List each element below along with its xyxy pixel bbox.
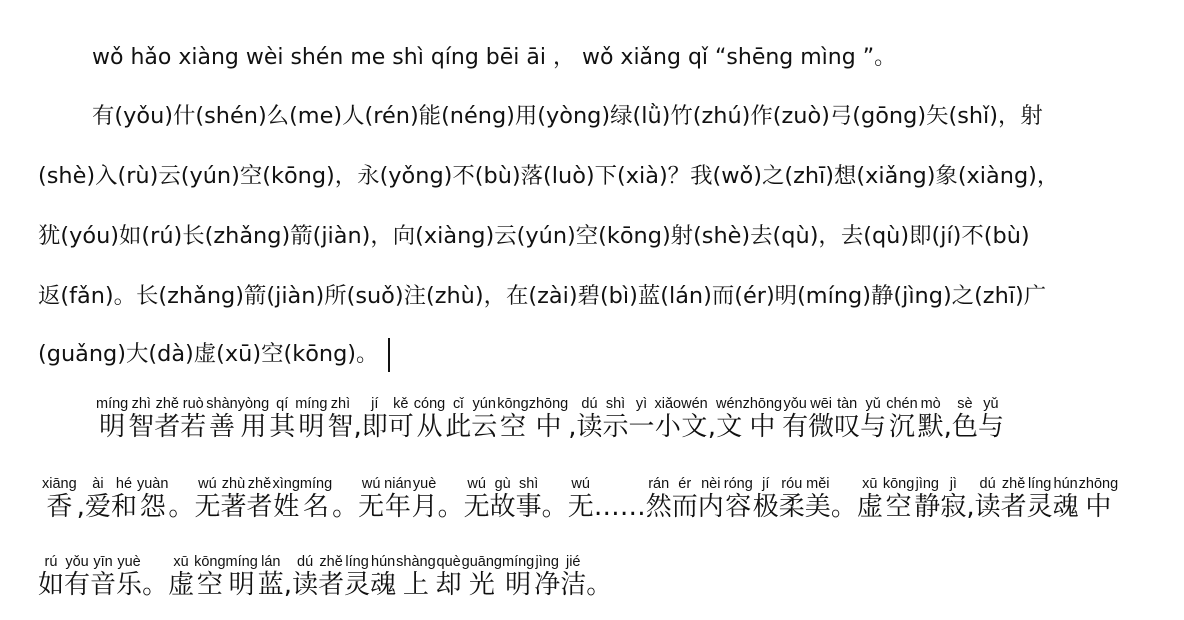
ruby-pinyin: wēi [808, 396, 835, 412]
ruby-pinyin: jí [361, 396, 388, 412]
ruby-pinyin: tàn [834, 396, 861, 412]
annotated-line-4: 返(fǎn)。长(zhǎng)箭(jiàn)所(suǒ)注(zhù)，在(zài)碧(bì)蓝(lán)而(ér)明(míng)静(jìng)之(zhī)广 [38, 283, 1047, 309]
ruby-char: 明míng [295, 396, 328, 442]
ruby-pinyin: chén [886, 396, 918, 412]
ruby-pinyin: yòng [237, 396, 270, 412]
ruby-pinyin: dú [974, 476, 1001, 492]
ruby-char: 洁jié [560, 554, 587, 600]
ruby-pinyin: yún [471, 396, 498, 412]
ruby-pinyin: nián [384, 476, 412, 492]
ruby-char: 名míng [299, 476, 333, 522]
ruby-char: 然rán [645, 476, 672, 522]
ruby-pinyin: kōng [194, 554, 226, 570]
ruby-char: 静jìng [914, 476, 941, 522]
ruby-char: 虚xū [856, 476, 883, 522]
ruby-pinyin: qí [269, 396, 296, 412]
ruby-char: 文wén [681, 396, 708, 442]
ruby-pinyin: dú [292, 554, 319, 570]
ruby-pinyin: nèi [697, 476, 724, 492]
ruby-char: , [283, 570, 293, 600]
ruby-char: 中zhōng [1078, 476, 1119, 522]
ruby-pinyin: wú [463, 476, 490, 492]
ruby-char: 故gù [489, 476, 516, 522]
ruby-char: 上shàng [396, 554, 436, 600]
ruby-char: 者zhě [1000, 476, 1027, 522]
ruby-pinyin: kōng [497, 396, 529, 412]
ruby-char: 音yīn [90, 554, 117, 600]
ruby-char: , [943, 412, 952, 442]
ruby-line-2 [42, 476, 1118, 523]
ruby-char: 文wén [716, 396, 743, 442]
ruby-char: 却què [435, 554, 462, 600]
ruby-pinyin: shàn [206, 396, 238, 412]
ruby-char: 内nèi [697, 476, 724, 522]
ruby-pinyin: yuè [411, 476, 438, 492]
ruby-char: 如rú [38, 554, 65, 600]
ruby-pinyin: yǔ [860, 396, 887, 412]
ruby-pinyin: guāng [461, 554, 502, 570]
ruby-char: 。 [830, 492, 857, 522]
ruby-pinyin: rán [645, 476, 672, 492]
ruby-char: 与yǔ [977, 396, 1004, 442]
ruby-pinyin: líng [344, 554, 371, 570]
ruby-char: 魂hún [1052, 476, 1079, 522]
ruby-pinyin: shì [602, 396, 629, 412]
ruby-line-1 [96, 396, 1004, 443]
ruby-char: 。 [541, 492, 568, 522]
ruby-pinyin: míng [299, 476, 333, 492]
ruby-char: 沉chén [886, 396, 918, 442]
ruby-pinyin: dú [576, 396, 603, 412]
ruby-char: 。 [586, 570, 613, 600]
ruby-pinyin: xìng [272, 476, 300, 492]
ruby-char: 空kōng [882, 476, 915, 522]
ruby-char: 灵líng [1026, 476, 1053, 522]
ruby-char: 色sè [951, 396, 978, 442]
ruby-char: 者zhě [246, 476, 273, 522]
ruby-pinyin: ài [84, 476, 111, 492]
ruby-char: 美měi [804, 476, 831, 522]
ruby-char: 。 [332, 492, 359, 522]
ruby-pinyin: líng [1026, 476, 1053, 492]
ruby-char: 蓝lán [257, 554, 284, 600]
ruby-char: 明míng [225, 554, 258, 600]
ruby-char: , [353, 412, 362, 442]
ruby-pinyin: míng [295, 396, 328, 412]
ruby-char: 有yǒu [782, 396, 809, 442]
ruby-char: 智zhì [128, 396, 155, 442]
ruby-pinyin: jì [940, 476, 967, 492]
ruby-char: , [568, 412, 577, 442]
ruby-pinyin: zhì [128, 396, 155, 412]
ruby-pinyin: míng [501, 554, 535, 570]
ruby-pinyin: yǔ [977, 396, 1004, 412]
ruby-pinyin: jié [560, 554, 587, 570]
ruby-char: 中zhōng [742, 396, 783, 442]
ruby-char: , [76, 492, 85, 522]
ruby-char: 怨yuàn [136, 476, 169, 522]
ruby-pinyin: xiǎo [654, 396, 682, 412]
ruby-char: 乐yuè [116, 554, 143, 600]
annotated-line-2: (shè)入(rù)云(yún)空(kōng)，永(yǒng)不(bù)落(luò)下(xià)？我(wǒ)之(zhī)想(xiǎng)象(xiàng)， [38, 163, 1060, 189]
ruby-pinyin: xū [856, 476, 883, 492]
ruby-pinyin: zhōng [1078, 476, 1119, 492]
ruby-pinyin: cóng [413, 396, 446, 412]
ruby-char: 容róng [723, 476, 753, 522]
ruby-char: 读dú [576, 396, 603, 442]
ruby-char: 。 [437, 492, 464, 522]
ruby-pinyin: què [435, 554, 462, 570]
ruby-pinyin: cǐ [445, 396, 472, 412]
ruby-char: 默mò [917, 396, 944, 442]
ruby-char: 无wú [567, 476, 594, 522]
annotated-line-5[interactable] [38, 336, 1098, 372]
ruby-line-3 [38, 554, 612, 601]
ruby-pinyin: róu [778, 476, 805, 492]
ruby-char: 小xiǎo [654, 396, 682, 442]
ruby-pinyin: hún [370, 554, 397, 570]
ruby-pinyin: zhě [1000, 476, 1027, 492]
ruby-pinyin: měi [804, 476, 831, 492]
ruby-char: 空kōng [194, 554, 226, 600]
ruby-char: 叹tàn [834, 396, 861, 442]
ruby-char: 净jìng [534, 554, 561, 600]
ruby-pinyin: yǒu [782, 396, 809, 412]
ruby-char: 灵líng [344, 554, 371, 600]
ruby-pinyin: yuè [116, 554, 143, 570]
ruby-char: 柔róu [778, 476, 805, 522]
ruby-pinyin: hún [1052, 476, 1079, 492]
ruby-pinyin: xiāng [42, 476, 77, 492]
ruby-char: 一yì [628, 396, 655, 442]
ruby-pinyin: jìng [914, 476, 941, 492]
pinyin-paragraph: wǒ hǎo xiàng wèi shén me shì qíng bēi āi ， wǒ xiǎng qǐ “shēng mìng ”。 [92, 45, 897, 70]
annotated-line-3: 犹(yóu)如(rú)长(zhǎng)箭(jiàn)，向(xiàng)云(yún)空(kōng)射(shè)去(qù)，去(qù)即(jí)不(bù) [38, 223, 1030, 249]
ruby-char: , [966, 492, 975, 522]
ruby-char: 有yǒu [64, 554, 91, 600]
ruby-char: 者zhě [318, 554, 345, 600]
ruby-pinyin: mò [917, 396, 944, 412]
ruby-char: 和hé [110, 476, 137, 522]
ruby-pinyin: kě [387, 396, 414, 412]
ruby-pinyin: wú [194, 476, 221, 492]
ruby-char: 无wú [463, 476, 490, 522]
ruby-pinyin: zhù [220, 476, 247, 492]
ruby-pinyin: jìng [534, 554, 561, 570]
ruby-char: 。 [142, 570, 169, 600]
ruby-pinyin: rú [38, 554, 64, 570]
ruby-pinyin: ruò [180, 396, 207, 412]
ruby-char: 寂jì [940, 476, 967, 522]
ruby-char: 可kě [387, 396, 414, 442]
ruby-char: 姓xìng [272, 476, 300, 522]
ruby-char: 年nián [384, 476, 412, 522]
ruby-char: 而ér [671, 476, 698, 522]
ruby-pinyin: yǒu [64, 554, 91, 570]
ruby-char: , [707, 412, 716, 442]
ruby-char: 著zhù [220, 476, 247, 522]
ruby-pinyin: gù [489, 476, 516, 492]
ruby-pinyin: wén [681, 396, 708, 412]
ruby-char: 中zhōng [528, 396, 569, 442]
ruby-char: 智zhì [327, 396, 354, 442]
ruby-pinyin: sè [951, 396, 978, 412]
ruby-pinyin: zhì [327, 396, 354, 412]
ruby-char: 微wēi [808, 396, 835, 442]
ruby-char: 魂hún [370, 554, 397, 600]
ruby-pinyin: yīn [90, 554, 117, 570]
ruby-char: 者zhě [154, 396, 181, 442]
ruby-char: 爱ài [84, 476, 111, 522]
ruby-char: 明míng [501, 554, 535, 600]
ruby-pinyin: róng [723, 476, 753, 492]
ruby-pinyin: jí [752, 476, 779, 492]
ruby-char: 与yǔ [860, 396, 887, 442]
ruby-pinyin: wén [716, 396, 743, 412]
ruby-pinyin: zhōng [528, 396, 569, 412]
ruby-pinyin: zhě [154, 396, 181, 412]
annotated-line-1: 有(yǒu)什(shén)么(me)人(rén)能(néng)用(yòng)绿(lǜ)竹(zhú)作(zuò)弓(gōng)矢(shǐ)，射 [92, 103, 1043, 129]
ruby-char: 明míng [96, 396, 129, 442]
ruby-pinyin: hé [110, 476, 137, 492]
ruby-pinyin: míng [96, 396, 129, 412]
ruby-char: 空kōng [497, 396, 529, 442]
ruby-char: 即jí [361, 396, 388, 442]
ruby-char: 用yòng [237, 396, 270, 442]
ruby-char: 若ruò [180, 396, 207, 442]
ruby-char: 此cǐ [445, 396, 472, 442]
ruby-char: …… [593, 492, 646, 522]
ruby-char: 光guāng [461, 554, 502, 600]
ruby-char: 善shàn [206, 396, 238, 442]
ruby-char: 极jí [752, 476, 779, 522]
ruby-char: 云yún [471, 396, 498, 442]
ruby-char: 其qí [269, 396, 296, 442]
ruby-pinyin: shàng [396, 554, 436, 570]
ruby-char: 示shì [602, 396, 629, 442]
ruby-pinyin: yì [628, 396, 655, 412]
ruby-pinyin: wú [358, 476, 385, 492]
ruby-char: 无wú [194, 476, 221, 522]
ruby-char: 读dú [292, 554, 319, 600]
ruby-pinyin: zhōng [742, 396, 783, 412]
ruby-char: 无wú [358, 476, 385, 522]
ruby-char: 从cóng [413, 396, 446, 442]
ruby-char: 虚xū [168, 554, 195, 600]
ruby-pinyin: kōng [882, 476, 915, 492]
text-cursor [388, 338, 390, 372]
ruby-char: 香xiāng [42, 476, 77, 522]
ruby-pinyin: yuàn [136, 476, 169, 492]
ruby-pinyin: zhě [246, 476, 273, 492]
annotated-line-5-text: (guǎng)大(dà)虚(xū)空(kōng)。 [38, 341, 379, 367]
ruby-pinyin: zhě [318, 554, 345, 570]
ruby-pinyin: shì [515, 476, 542, 492]
ruby-char: 月yuè [411, 476, 438, 522]
ruby-char: 。 [168, 492, 195, 522]
ruby-char: 读dú [974, 476, 1001, 522]
ruby-pinyin: ér [671, 476, 698, 492]
ruby-char: 事shì [515, 476, 542, 522]
ruby-pinyin: xū [168, 554, 195, 570]
ruby-pinyin: wú [567, 476, 594, 492]
ruby-pinyin: lán [257, 554, 284, 570]
ruby-pinyin: míng [225, 554, 258, 570]
